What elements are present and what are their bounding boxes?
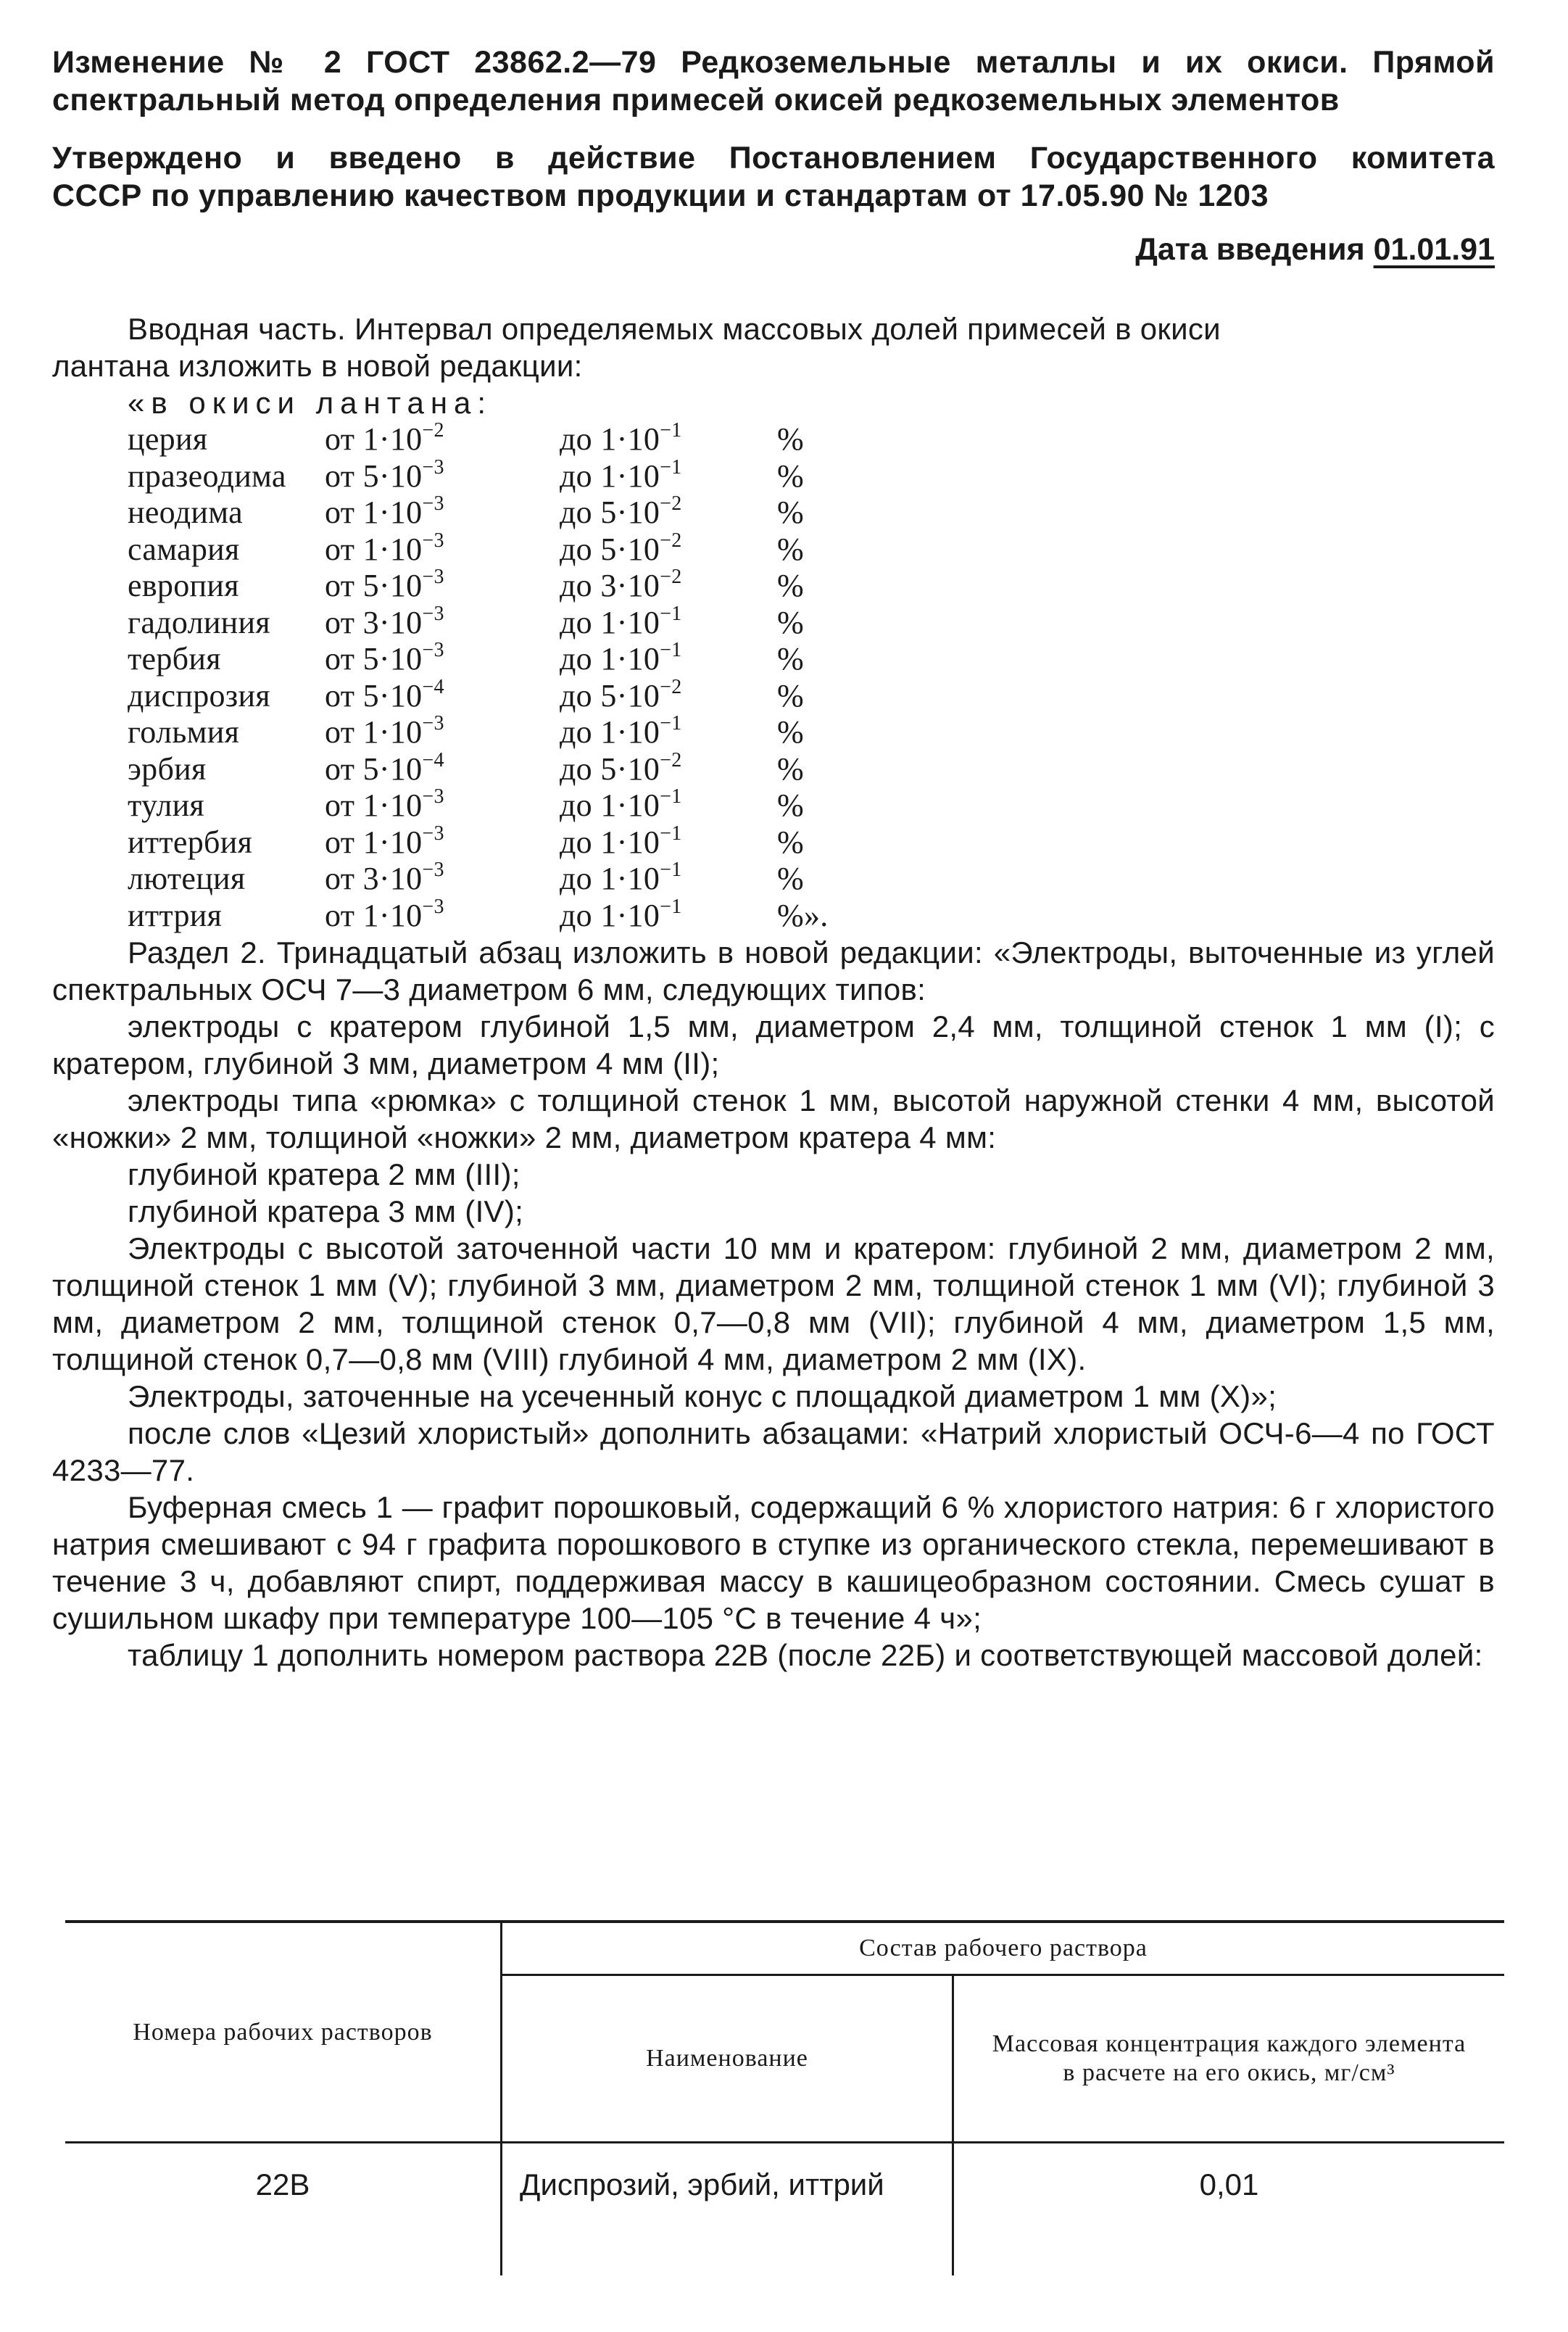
range-to-word: до [560,751,592,787]
section2-paragraph-6: Электроды с высотой заточенной части 10 мм и кратером: глубиной 2 мм, диаметром 2 мм, толщиной стенок 1 мм (V); глубиной 3 мм, диаметром 2 мм, толщиной стенок 1 мм (VI); глубиной 3 мм, диаметром 2 мм, толщиной стенок 0,7—0,8 мм (VII); глубиной 4 мм, диаметром 1,5 мм, толщиной стенок 0,7—0,8 мм (VIII) глубиной 4 мм, диаметром 2 мм (IX). [52,1231,1495,1376]
range-element: европия [128,568,239,603]
range-to [560,602,777,642]
range-to-word: до [560,495,592,530]
range-from-word: от [325,458,355,494]
range-to [560,895,777,935]
range-to [560,568,777,605]
approval-line-1: Утверждено и введено в действие Постановлением Государственного комитета [52,141,1495,175]
range-to-exponent: −2 [660,675,682,698]
range-to-word: до [560,568,592,603]
range-from-word: от [325,714,355,750]
table-cell-concentration: 0,01 [953,2143,1505,2276]
range-to-word: до [560,824,592,860]
range-from [325,568,560,605]
range-unit: % [777,861,804,896]
range-to-value: 1·10 [600,421,660,457]
range-element: диспрозия [128,677,270,714]
range-to-value: 1·10 [600,824,660,860]
range-to [560,675,777,715]
range-from-word: от [325,677,355,714]
range-unit: % [777,495,804,530]
range-from-value: 5·10 [362,677,423,714]
range-from-exponent: −2 [422,419,444,442]
range-from [325,455,560,495]
impurity-range-row [52,568,1495,605]
range-to-word: до [560,677,592,714]
range-from-word: от [325,604,355,640]
document-page [52,44,1495,1674]
range-from [325,787,560,824]
range-to-exponent: −1 [660,822,682,845]
range-to-exponent: −1 [660,602,682,625]
range-element: тулия [128,787,204,823]
range-to-exponent: −1 [660,895,682,918]
range-from-word: от [325,568,355,603]
range-element: иттрия [128,897,223,933]
table-cell-number: 22В [255,2167,310,2201]
range-to-value: 1·10 [600,861,660,896]
range-to-word: до [560,604,592,640]
range-from [325,602,560,642]
range-from-word: от [325,897,355,933]
range-to-exponent: −2 [660,529,682,552]
range-from-value: 1·10 [362,787,423,823]
range-to-word: до [560,714,592,750]
range-from-exponent: −3 [422,785,444,808]
range-from-word: от [325,641,355,677]
table-header-concentration: Массовая концентрация каждого элемента в расчете на его окись, мг/см³ [953,1975,1505,2143]
range-from-value: 5·10 [362,641,423,677]
range-from-value: 5·10 [362,568,423,603]
impurity-range-row [52,492,1495,532]
range-unit: % [777,714,804,750]
document-body [52,310,1495,1674]
range-to [560,492,777,532]
range-from-exponent: −3 [422,712,444,735]
range-to [560,714,777,751]
range-to [560,641,777,678]
table-row [65,2143,1504,2276]
range-element: иттербия [128,824,253,860]
range-element: празеодима [128,458,286,494]
range-from-exponent: −3 [422,822,444,845]
impurity-range-row [52,714,1495,751]
impurity-range-list [52,421,1495,934]
range-from [325,714,560,751]
range-to-value: 3·10 [600,568,660,603]
section2-paragraph-5: глубиной кратера 3 мм (IV); [128,1194,524,1228]
range-from-value: 1·10 [362,531,423,567]
range-to-value: 1·10 [600,714,660,750]
range-to-word: до [560,861,592,896]
table-header-name: Наименование [502,1975,953,2143]
range-unit: %». [777,897,829,933]
effective-date-value: 01.01.91 [1373,232,1495,267]
range-from-word: от [325,787,355,823]
range-from-exponent: −3 [422,859,444,881]
range-from-value: 1·10 [362,495,423,530]
range-to [560,748,777,788]
range-element: неодима [128,495,243,530]
range-from-exponent: −3 [422,895,444,918]
range-to-value: 1·10 [600,458,660,494]
range-to-word: до [560,531,592,567]
range-to-word: до [560,641,592,677]
range-from [325,861,560,898]
range-from [325,895,560,935]
range-from-value: 3·10 [362,861,423,896]
range-to [560,455,777,495]
range-to [560,529,777,568]
approval-line-2: СССР по управлению качеством продукции и стандартам от 17.05.90 № 1203 [52,178,1269,213]
range-to-exponent: −1 [660,419,682,442]
range-to-exponent: −2 [660,748,682,772]
range-from [325,421,560,458]
range-to-word: до [560,421,592,457]
range-unit: % [777,458,804,494]
solutions-table [65,1920,1504,2275]
range-to-value: 1·10 [600,787,660,823]
range-to-value: 5·10 [600,751,660,787]
range-from-exponent: −3 [422,566,444,588]
range-to [560,861,777,898]
impurity-range-row [52,824,1495,861]
range-to [560,421,777,458]
range-to [560,824,777,861]
range-unit: % [777,787,804,823]
range-to-word: до [560,458,592,494]
range-from-value: 1·10 [362,421,423,457]
range-from-value: 3·10 [362,604,423,640]
range-element: церия [128,421,208,457]
range-to-exponent: −2 [660,566,682,588]
section2-paragraph-8: после слов «Цезий хлористый» дополнить абзацами: «Натрий хлористый ОСЧ-6—4 по ГОСТ 4233—77. [52,1416,1495,1487]
range-element: самария [128,531,240,567]
range-to-exponent: −1 [660,785,682,808]
range-to-exponent: −1 [660,639,682,661]
range-from-value: 5·10 [362,458,423,494]
impurity-range-row [52,748,1495,788]
table-cell-name: Диспрозий, эрбий, иттрий [502,2143,953,2276]
range-element: тербия [128,641,221,677]
range-unit: % [777,641,804,677]
range-unit: % [777,531,804,567]
range-from-word: от [325,421,355,457]
section2-paragraph-2: электроды с кратером глубиной 1,5 мм, диаметром 2,4 мм, толщиной стенок 1 мм (I); с кратером, глубиной 3 мм, диаметром 4 мм (II); [52,1009,1495,1080]
range-to-exponent: −1 [660,712,682,735]
effective-date [52,231,1495,268]
section2-paragraph-10: таблицу 1 дополнить номером раствора 22В (после 22Б) и соответствующей массовой долей: [128,1638,1483,1672]
table-header-group: Состав рабочего раствора [502,1922,1505,1975]
impurity-range-row [52,641,1495,678]
range-from-word: от [325,861,355,896]
range-unit: % [777,568,804,603]
range-unit: % [777,421,804,457]
range-from-word: от [325,751,355,787]
range-to-word: до [560,787,592,823]
effective-date-label: Дата введения [1135,232,1365,267]
section2-paragraph-4: глубиной кратера 2 мм (III); [128,1157,520,1191]
range-from [325,492,560,532]
title-line-2: спектральный метод определения примесей окисей редкоземельных элементов [52,83,1340,117]
title-line-1: Изменение № 2 ГОСТ 23862.2—79 Редкоземельные металлы и их окиси. Прямой [52,45,1495,80]
range-from-value: 5·10 [362,751,423,787]
range-from [325,824,560,861]
impurity-range-row [52,675,1495,715]
range-from [325,748,560,788]
range-element: эрбия [128,751,207,787]
range-from-word: от [325,824,355,860]
impurity-range-row [52,529,1495,568]
range-from-value: 1·10 [362,714,423,750]
range-element: гольмия [128,714,240,750]
range-from-exponent: −3 [422,639,444,661]
section2-paragraph-7: Электроды, заточенные на усеченный конус с площадкой диаметром 1 мм (X)»; [128,1379,1277,1413]
range-to [560,787,777,824]
section2-paragraph-1: Раздел 2. Тринадцатый абзац изложить в новой редакции: «Электроды, выточенные из углей спектральных ОСЧ 7—3 диаметром 6 мм, следующих типов: [52,935,1495,1006]
range-from-value: 1·10 [362,897,423,933]
range-from-value: 1·10 [362,824,423,860]
range-from-word: от [325,531,355,567]
intro-line-1: Вводная часть. Интервал определяемых массовых долей примесей в окиси [128,312,1221,346]
range-to-value: 5·10 [600,677,660,714]
range-from-exponent: −3 [422,529,444,552]
range-to-exponent: −1 [660,859,682,881]
range-to-value: 1·10 [600,897,660,933]
range-from [325,529,560,568]
range-from-exponent: −3 [422,602,444,625]
impurity-range-row [52,861,1495,898]
impurity-range-row [52,895,1495,935]
range-to-exponent: −2 [660,492,682,515]
range-from [325,675,560,715]
intro-subtitle: «в окиси лантана: [128,386,493,420]
range-from [325,641,560,678]
range-from-exponent: −4 [422,675,444,698]
impurity-range-row [52,455,1495,495]
range-element: лютеция [128,861,246,896]
range-to-value: 1·10 [600,604,660,640]
range-unit: % [777,677,804,714]
range-to-word: до [560,897,592,933]
range-from-exponent: −3 [422,492,444,515]
range-from-exponent: −3 [422,455,444,479]
section2-paragraph-3: электроды типа «рюмка» с толщиной стенок 1 мм, высотой наружной стенки 4 мм, высотой «ножки» 2 мм, толщиной «ножки» 2 мм, диаметром кратера 4 мм: [52,1083,1495,1154]
impurity-range-row [52,787,1495,824]
range-to-exponent: −1 [660,455,682,479]
range-element: гадолиния [128,604,270,640]
table-header-number: Номера рабочих растворов [133,2018,433,2046]
range-to-value: 1·10 [600,641,660,677]
impurity-range-row [52,421,1495,458]
intro-line-2: лантана изложить в новой редакции: [52,349,583,383]
range-unit: % [777,751,804,787]
section2-paragraph-9: Буферная смесь 1 — графит порошковый, содержащий 6 % хлористого натрия: 6 г хлористого натрия смешивают с 94 г графита порошкового в ступке из органического стекла, перемешивают в течение 3 ч, добавляют спирт, поддерживая массу в кашицеобразном состоянии. Смесь сушат в сушильном шкафу при температуре 100—105 °С в течение 4 ч»; [52,1490,1495,1635]
range-to-value: 5·10 [600,531,660,567]
range-to-value: 5·10 [600,495,660,530]
range-unit: % [777,824,804,860]
range-from-exponent: −4 [422,748,444,772]
range-from-word: от [325,495,355,530]
range-unit: % [777,604,804,640]
impurity-range-row [52,602,1495,642]
